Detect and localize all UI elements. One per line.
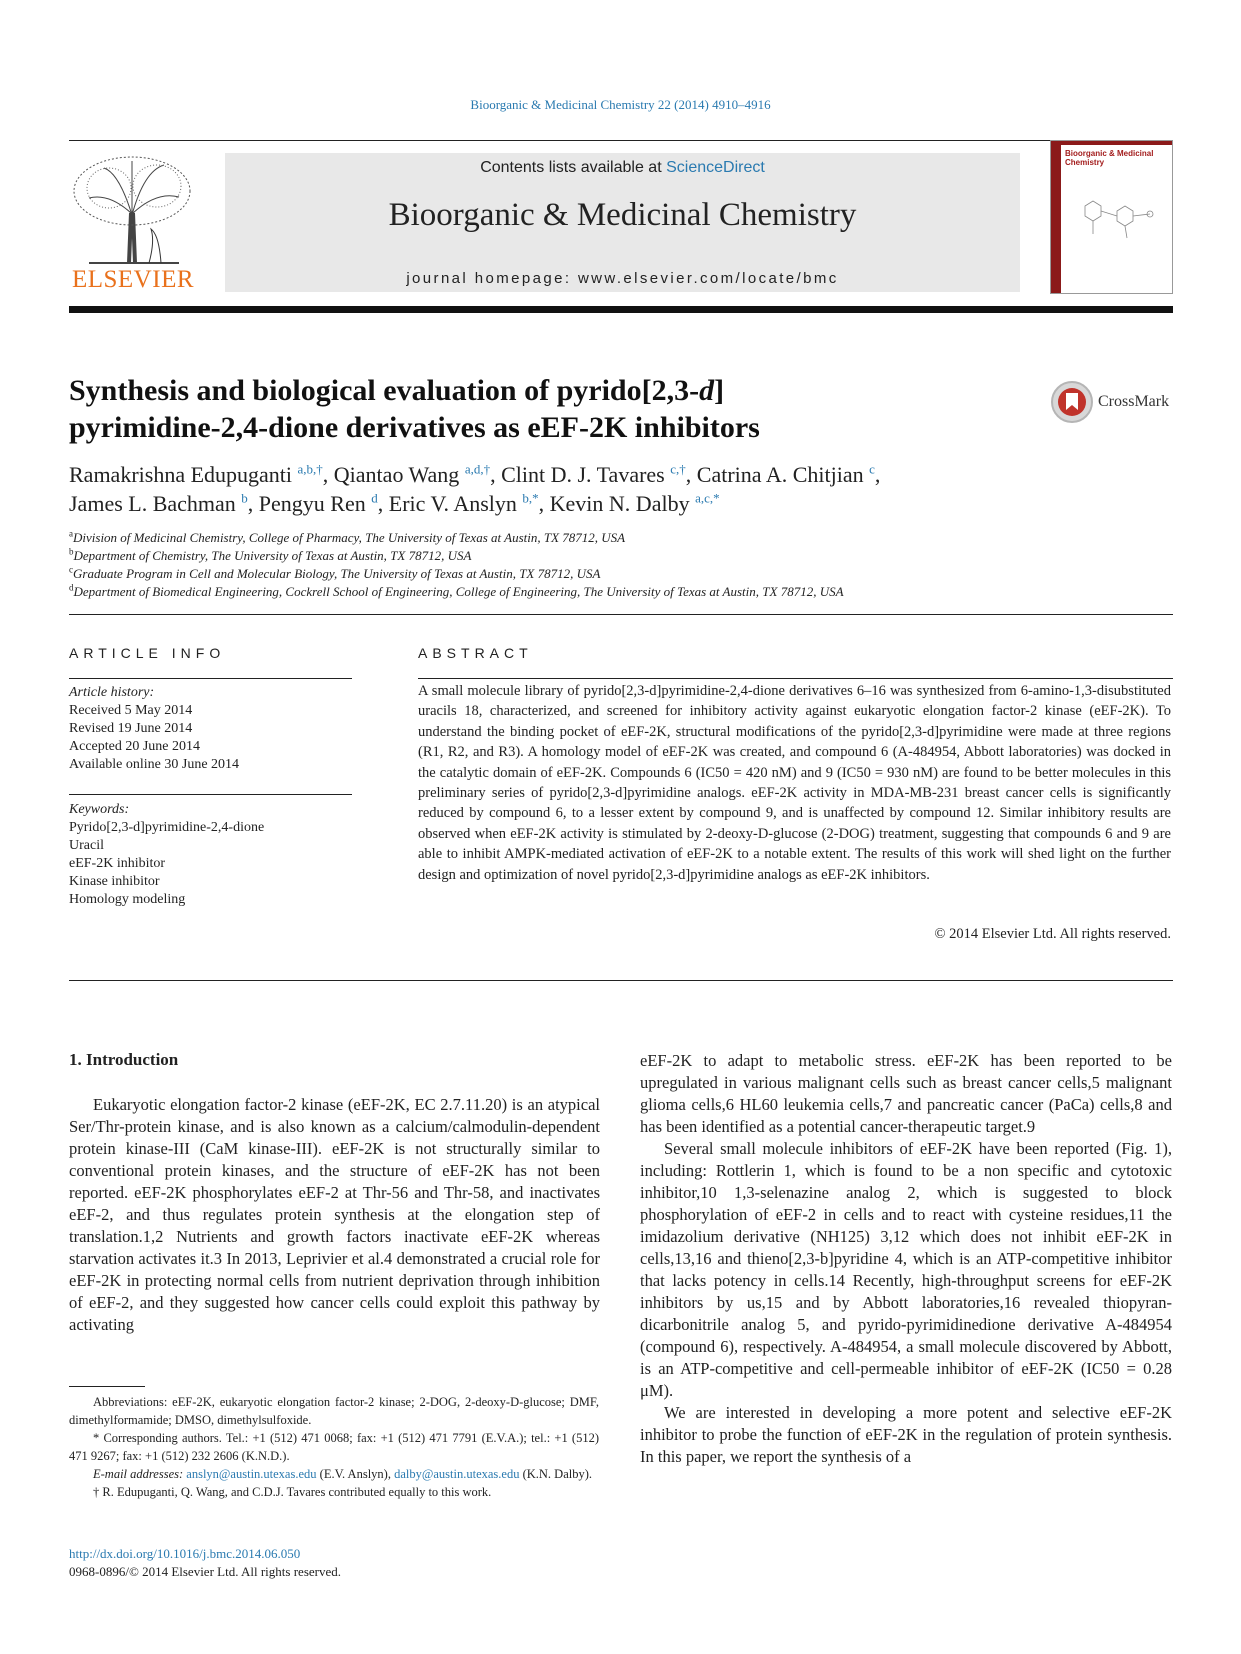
author-list: Ramakrishna Edupuganti $^{a,b,\dagger}$, Qiantao Wang $^{a,d,\dagger}$, Clint D. J. Tavares $^{c,\dagger}$, Catrina A. Chitjian $^c$, James L. Bachman $^b$, Pengyu Ren $^d$, Eric V. Anslyn $^{b,*}$, Kevin N. Dalby $^{a,c,*}$ [69,461,881,516]
abstract-heading: ABSTRACT [418,645,533,661]
contents-line [225,159,1020,177]
keywords: Keywords: Pyrido[2,3-d]pyrimidine-2,4-dione Uracil eEF-2K inhibitor Kinase inhibitor Homology modeling [69,801,352,909]
footnote-abbreviations: Abbreviations: eEF-2K, eukaryotic elongation factor-2 kinase; 2-DOG, 2-deoxy-D-glucose; DMF, dimethylformamide; DMSO, dimethylsulfoxide. [69,1395,599,1427]
keyword: eEF-2K inhibitor [69,856,166,871]
crossmark-label: CrossMark [1098,393,1170,410]
author[interactable]: Qiantao Wang $^{a,d,\dagger}$ [333,461,491,487]
crossmark-icon [1050,380,1094,424]
footnotes [69,1393,599,1501]
journal-cover-thumbnail[interactable] [1050,140,1173,294]
doi-link[interactable]: http://dx.doi.org/10.1016/j.bmc.2014.06.050 [69,1546,301,1561]
article-info-heading: ARTICLE INFO [69,645,226,661]
author[interactable]: Eric V. Anslyn $^{b,*}$ [388,490,539,516]
section-heading-introduction: 1. Introduction [69,1050,179,1069]
author[interactable]: Ramakrishna Edupuganti $^{a,b,\dagger}$ [69,461,323,487]
contents-prefix: Contents lists available at [480,159,662,176]
cover-title: Bioorganic & Medicinal Chemistry [1065,149,1154,167]
footnote-rule [69,1386,145,1387]
affiliation: $^c$Graduate Program in Cell and Molecular Biology, The University of Texas at Austin, TX 78712, USA [69,564,601,581]
journal-homepage[interactable]: journal homepage: www.elsevier.com/locate/bmc [406,270,839,287]
keyword: Uracil [69,838,104,853]
author[interactable]: James L. Bachman $^b$ [69,490,248,516]
header-top-rule [69,140,1173,141]
email-link[interactable]: anslyn@austin.utexas.edu [186,1467,317,1481]
journal-reference[interactable]: Bioorganic & Medicinal Chemistry 22 (2014) 4910–4916 [470,97,771,112]
paragraph: Several small molecule inhibitors of eEF-2K have been reported (Fig. 1), including: Rottlerin 1, which is found to be a non specific and cytotoxic inhibitor,10 1,3-selenazine analog 2, which is suggested to block phosphorylation of eEF-2 in cells and to react with cysteine residues,11 the imidazolium derivative (NH125) 3,12 which does not inhibit eEF-2K in cells,13,16 and thieno[2,3-b]pyridine 4, which is an ATP-competitive inhibitor that lacks potency in cells.14 Recently, high-throughput screens for eEF-2K inhibitors by us,15 and by Abbott laboratories,16 revealed thiopyran-dicarbonitrile analog 5, and pyrido-pyrimidinedione derivative A-484954 (compound 6), respectively. A-484954, a small molecule discovered by Abbott, is an ATP-competitive and cell-permeable inhibitor of eEF-2K (IC50 = 0.28 μM). [640,1139,1172,1400]
abstract-bottom-rule [69,980,1173,981]
footnote-emails: E-mail addresses: anslyn@austin.utexas.edu (E.V. Anslyn), dalby@austin.utexas.edu (K.N. Dalby). [93,1467,593,1481]
history-keywords-rule [69,794,352,795]
author[interactable]: Catrina A. Chitjian $^c$ [696,461,875,487]
sciencedirect-link[interactable]: ScienceDirect [666,159,765,176]
intro-left-column [69,1094,600,1336]
author[interactable]: Pengyu Ren $^d$ [258,490,378,516]
footnote-equal-contribution: † R. Edupuganti, Q. Wang, and C.D.J. Tavares contributed equally to this work. [93,1485,492,1499]
affiliations [69,529,1169,601]
affiliations-rule [69,614,1173,615]
publisher-name: ELSEVIER [71,266,195,293]
affiliation: $^d$Department of Biomedical Engineering, Cockrell School of Engineering, College of Engineering, The University of Texas at Austin, TX 78712, USA [69,582,844,599]
footnote-corresponding: * Corresponding authors. Tel.: +1 (512) 471 0068; fax: +1 (512) 471 7791 (E.V.A.); tel.: +1 (512) 471 9267; fax: +1 (512) 232 2606 (K.N.D.). [69,1431,599,1463]
article-info-rule [69,678,352,679]
article-title: Synthesis and biological evaluation of pyrido[2,3-d] pyrimidine-2,4-dione derivatives as eEF-2K inhibitors [69,374,760,444]
article-history: Article history: Received 5 May 2014 Revised 19 June 2014 Accepted 20 June 2014 Available online 30 June 2014 [69,685,240,772]
journal-title: Bioorganic & Medicinal Chemistry [388,197,857,233]
author[interactable]: Kevin N. Dalby $^{a,c,*}$ [549,490,720,516]
keyword: Pyrido[2,3-d]pyrimidine-2,4-dione [69,820,265,835]
paragraph: We are interested in developing a more potent and selective eEF-2K inhibitor to probe the function of eEF-2K in the regulation of protein synthesis. In this paper, we report the synthesis of a [640,1403,1172,1466]
crossmark-badge[interactable] [1050,380,1175,424]
journal-header-box [225,153,1020,292]
intro-right-column [640,1050,1172,1468]
doi-block [69,1545,341,1581]
paragraph: eEF-2K to adapt to metabolic stress. eEF-2K has been reported to be upregulated in various malignant cells such as breast cancer cells,5 malignant glioma cells,6 HL60 leukemia cells,7 and pancreatic cancer (PaCa) cells,8 and has been identified as a potential cancer-therapeutic target.9 [640,1051,1172,1136]
header-bottom-rule [69,306,1173,313]
email-link[interactable]: dalby@austin.utexas.edu [394,1467,520,1481]
abstract-copyright: © 2014 Elsevier Ltd. All rights reserved. [934,926,1171,942]
abstract-text: A small molecule library of pyrido[2,3-d]pyrimidine-2,4-dione derivatives 6–16 was synthesized from 6-amino-1,3-disubstituted uracils 18, characterized, and screened for inhibitory activity against eukaryotic elongation factor-2 kinase (eEF-2K). To understand the binding pocket of eEF-2K, structural modifications of the pyrido[2,3-d]pyrimidine were made at three regions (R1, R2, and R3). A homology model of eEF-2K was created, and compound 6 (A-484954, Abbott laboratories) was docked in the catalytic domain of eEF-2K. Compounds 6 (IC50 = 420 nM) and 9 (IC50 = 930 nM) are found to be better molecules in this preliminary series of pyrido[2,3-d]pyrimidine analogs. eEF-2K activity in MDA-MB-231 breast cancer cells is significantly reduced by compound 6, to a lesser extent by compound 9, and is unaffected by compound 12. Similar inhibitory results are observed when eEF-2K activity is stimulated by 2-deoxy-D-glucose (2-DOG) treatment, suggesting that compounds 6 and 9 are able to inhibit AMPK-mediated activation of eEF-2K to a notable extent. The results of this work will shed light on the further design and optimization of novel pyrido[2,3-d]pyrimidine analogs as eEF-2K inhibitors. [418,683,1171,883]
keyword: Homology modeling [69,892,186,907]
abstract-rule [418,678,1173,679]
keyword: Kinase inhibitor [69,874,160,889]
affiliation: $^a$Division of Medicinal Chemistry, College of Pharmacy, The University of Texas at Austin, TX 78712, USA [69,528,626,545]
author[interactable]: Clint D. J. Tavares $^{c,\dagger}$ [501,461,686,487]
paragraph: Eukaryotic elongation factor-2 kinase (eEF-2K, EC 2.7.11.20) is an atypical Ser/Thr-protein kinase, and is also known as a calcium/calmodulin-dependent protein kinase-III (CaM kinase-III). eEF-2K is not structurally similar to conventional protein kinases, and the structure of eEF-2K has not been reported. eEF-2K phosphorylates eEF-2 at Thr-56 and Thr-58, and inactivates eEF-2, and thus regulates protein synthesis at the elongation step of translation.1,2 Nutrients and growth factors inactivate eEF-2K whereas starvation activates it.3 In 2013, Leprivier et al.4 demonstrated a crucial role for eEF-2K in protecting normal cells from nutrient deprivation through inhibition of eEF-2, and they suggested how cancer cells could exploit this pathway by activating [69,1095,600,1334]
affiliation: $^b$Department of Chemistry, The University of Texas at Austin, TX 78712, USA [69,546,472,563]
issn-line: 0968-0896/© 2014 Elsevier Ltd. All rights reserved. [69,1564,341,1579]
